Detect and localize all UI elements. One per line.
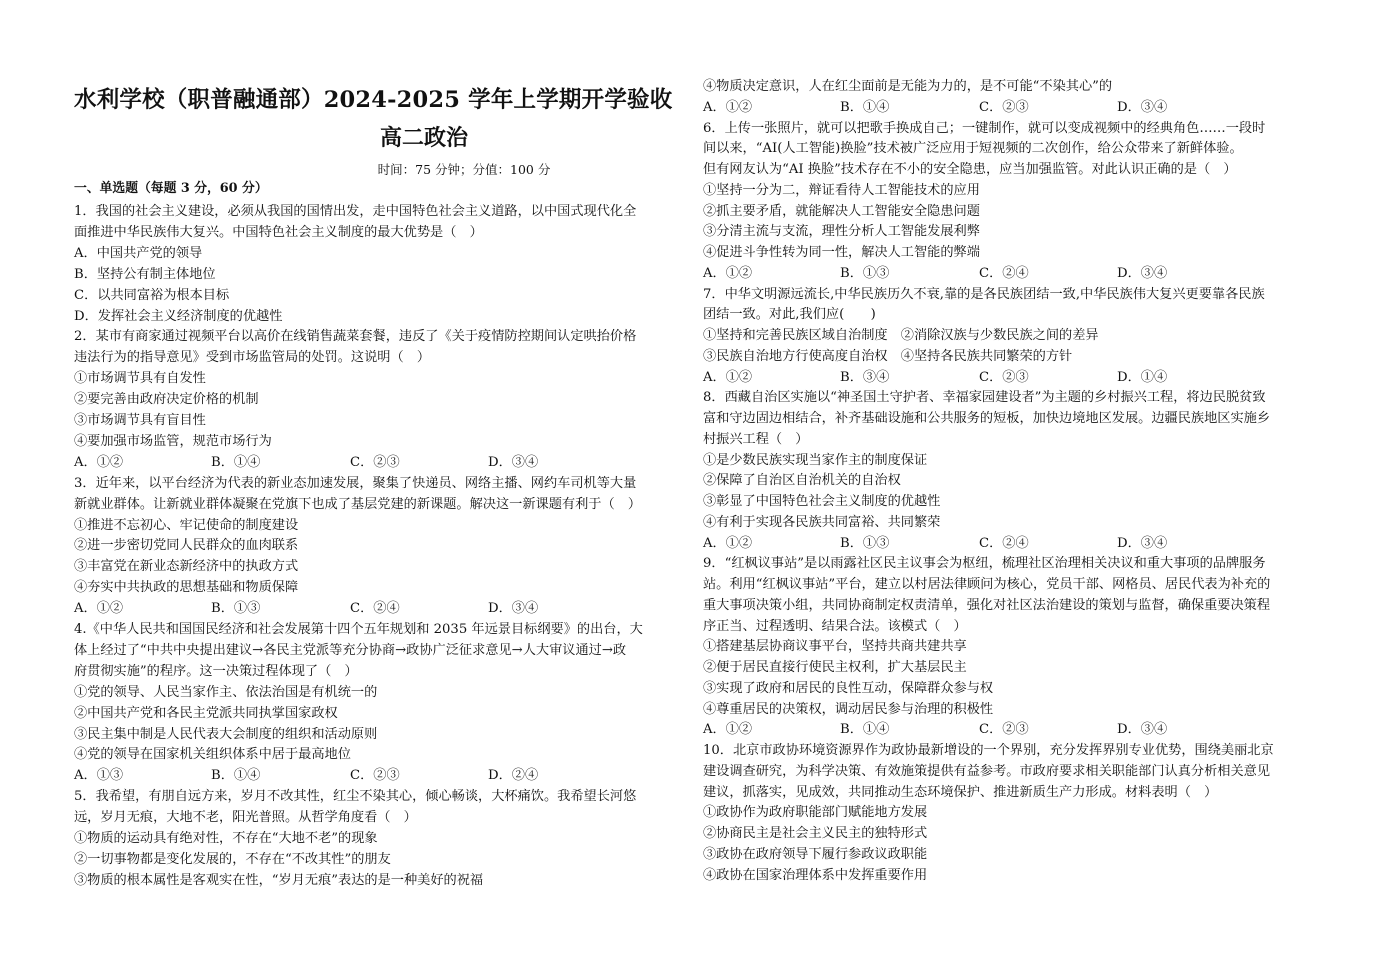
- answer-option: B．①④: [840, 99, 890, 115]
- question-text-line: 7．中华文明源远流长,中华民族历久不衰,靠的是各民族团结一致,中华民族伟大复兴更要靠各民族: [703, 286, 1265, 302]
- question-text-line: 村振兴工程（ ）: [703, 431, 809, 447]
- question-text-line: ②进一步密切党同人民群众的血肉联系: [74, 538, 299, 554]
- answer-option: B．①③: [840, 535, 890, 551]
- question-text-line: 富和守边固边相结合，补齐基础设施和公共服务的短板，加快边境地区发展。边疆民族地区实施乡: [703, 411, 1271, 426]
- question-text-line: ②协商民主是社会主义民主的独特形式: [703, 826, 928, 841]
- question-text-line: 团结一致。对此,我们应( ): [703, 307, 876, 323]
- question-text-line: ③实现了政府和居民的良性互动，保障群众参与权: [703, 680, 994, 696]
- question-text-line: D．发挥社会主义经济制度的优越性: [74, 308, 283, 324]
- question-text-line: 违法行为的指导意见》受到市场监管局的处罚。这说明（ ）: [74, 350, 431, 366]
- question-text-line: 但有网友认为“AI 换脸”技术存在不小的安全隐患，应当加强监管。对此认识正确的是（ ）: [703, 162, 1237, 177]
- exam-meta: 时间：75 分钟；分值：100 分: [377, 162, 551, 177]
- question-text-line: 面推进中华民族伟大复兴。中国特色社会主义制度的最大优势是（ ）: [74, 224, 483, 240]
- question-text-line: ②保障了自治区自治机关的自治权: [703, 473, 901, 489]
- question-text-line: ③民主集中制是人民代表大会制度的组织和活动原则: [74, 726, 378, 742]
- question-text-line: 序正当、过程透明、结果合法。该模式（ ）: [703, 618, 967, 634]
- answer-option: D．③④: [1117, 99, 1168, 115]
- question-text-line: ②抓主要矛盾，就能解决人工智能安全隐患问题: [703, 203, 980, 219]
- answer-option: A．①②: [74, 601, 124, 617]
- question-text-line: ④党的领导在国家机关组织体系中居于最高地位: [74, 747, 351, 763]
- answer-option: B．①④: [840, 722, 890, 738]
- question-text-line: ①坚持和完善民族区域自治制度 ②消除汉族与少数民族之间的差异: [703, 328, 1099, 343]
- answer-option: D．②④: [488, 768, 539, 784]
- question-text-line: 8．西藏自治区实施以“神圣国土守护者、幸福家园建设者”为主题的乡村振兴工程，将边民脱贫致: [703, 390, 1266, 406]
- answer-option: C．②③: [350, 454, 400, 470]
- question-text-line: 6．上传一张照片，就可以把歌手换成自己；一键制作，就可以变成视频中的经典角色……一段时: [703, 120, 1266, 136]
- answer-option: D．③④: [488, 601, 539, 617]
- answer-option: D．③④: [1117, 722, 1168, 738]
- answer-option: A．①②: [703, 722, 753, 738]
- question-text-line: ①搭建基层协商议事平台，坚持共商共建共享: [703, 639, 967, 655]
- question-text-line: 体上经过了“中共中央提出建议→各民主党派等充分协商→政协广泛征求意见→人大审议通过→政: [74, 642, 627, 658]
- answer-option: B．①③: [840, 265, 890, 281]
- answer-option: B．①③: [211, 601, 261, 617]
- question-text-line: ③民族自治地方行使高度自治权 ④坚持各民族共同繁荣的方针: [703, 348, 1073, 364]
- question-text-line: 建议，抓落实，见成效，共同推动生态环境保护、推进新质生产力形成。材料表明（ ）: [703, 784, 1218, 800]
- answer-option: C．②③: [979, 369, 1029, 385]
- question-text-line: ④政协在国家治理体系中发挥重要作用: [703, 867, 928, 883]
- answer-option: C．②③: [350, 768, 400, 784]
- answer-option: C．②③: [979, 722, 1029, 738]
- answer-option: B．①④: [211, 768, 261, 784]
- question-text-line: 建设调查研究，为科学决策、有效施策提供有益参考。市政府要求相关职能部门认真分析相关意见: [703, 763, 1271, 779]
- answer-option: A．①②: [703, 99, 753, 115]
- question-text-line: 3．近年来，以平台经济为代表的新业态加速发展，聚集了快递员、网络主播、网约车司机等大量: [74, 475, 637, 491]
- question-text-line: 10．北京市政协环境资源界作为政协最新增设的一个界别，充分发挥界别专业优势，围绕美丽北京: [703, 743, 1274, 758]
- question-text-line: C．以共同富裕为根本目标: [74, 287, 230, 303]
- question-text-line: 1．我国的社会主义建设，必须从我国的国情出发，走中国特色社会主义道路，以中国式现代化全: [74, 204, 637, 219]
- question-text-line: ①坚持一分为二，辩证看待人工智能技术的应用: [703, 182, 980, 198]
- answer-option: D．③④: [488, 454, 539, 470]
- question-text-line: ①是少数民族实现当家作主的制度保证: [703, 452, 928, 468]
- answer-option: D．③④: [1117, 535, 1168, 551]
- page-title: 水利学校（职普融通部）2024-2025 学年上学期开学验收: [74, 87, 673, 113]
- question-text-line: 新就业群体。让新就业群体凝聚在党旗下也成了基层党建的新课题。解决这一新课题有利于（ ）: [74, 496, 642, 512]
- answer-option: A．①②: [703, 369, 753, 385]
- question-text-line: 2．某市有商家通过视频平台以高价在线销售蔬菜套餐，违反了《关于疫情防控期间认定哄抬价格: [74, 329, 637, 345]
- answer-option: D．③④: [1117, 265, 1168, 281]
- question-text-line: ④促进斗争性转为同一性，解决人工智能的弊端: [703, 245, 980, 260]
- question-text-line: ③市场调节具有盲目性: [74, 413, 206, 428]
- answer-option: B．③④: [840, 369, 890, 385]
- question-text-line: ④尊重居民的决策权，调动居民参与治理的积极性: [703, 701, 994, 717]
- question-text-line: ①党的领导、人民当家作主、依法治国是有机统一的: [74, 684, 378, 700]
- answer-option: A．①②: [703, 535, 753, 551]
- question-text-line: B．坚持公有制主体地位: [74, 266, 216, 282]
- question-text-line: ①物质的运动具有绝对性，不存在“大地不老”的现象: [74, 831, 378, 846]
- question-text-line: ③政协在政府领导下履行参政议政职能: [703, 846, 928, 862]
- question-text-line: ②要完善由政府决定价格的机制: [74, 392, 259, 408]
- question-text-line: 重大事项决策小组，共同协商制定权责清单，强化对社区法治建设的策划与监督，确保重要决策程: [703, 597, 1271, 613]
- question-text-line: ②便于居民直接行使民主权利，扩大基层民主: [703, 660, 967, 675]
- answer-option: C．②④: [979, 265, 1029, 281]
- answer-option: A．①②: [74, 454, 124, 470]
- question-text-line: ④有利于实现各民族共同富裕、共同繁荣: [703, 514, 941, 530]
- section-heading: 一、单选题（每题 3 分，60 分）: [74, 181, 268, 196]
- answer-option: C．②④: [350, 601, 400, 617]
- question-text-line: ③物质的根本属性是客观实在性，“岁月无痕”表达的是一种美好的祝福: [74, 872, 484, 888]
- question-text-line: ①政协作为政府职能部门赋能地方发展: [703, 805, 928, 821]
- answer-option: C．②④: [979, 535, 1029, 551]
- question-text-line: ③彰显了中国特色社会主义制度的优越性: [703, 494, 941, 509]
- question-text-line: 间以来，“AI(人工智能)换脸”技术被广泛应用于短视频的二次创作，给公众带来了新鲜体验。: [703, 141, 1243, 157]
- question-text-line: ③分清主流与支流，理性分析人工智能发展利弊: [703, 224, 980, 240]
- question-text-line: A．中国共产党的领导: [74, 245, 203, 261]
- page-subtitle: 高二政治: [379, 125, 468, 151]
- question-text-line: ③丰富党在新业态新经济中的执政方式: [74, 559, 299, 575]
- question-text-line: 5．我希望，有朋自远方来，岁月不改其性，红尘不染其心，倾心畅谈，大杯痛饮。我希望长河悠: [74, 789, 637, 805]
- question-text-line: 府贯彻实施”的程序。这一决策过程体现了（ ）: [74, 663, 358, 679]
- answer-option: A．①③: [74, 768, 124, 784]
- answer-option: B．①④: [211, 454, 261, 470]
- question-text-line: 4.《中华人民共和国国民经济和社会发展第十四个五年规划和 2035 年远景目标纲要》的出台，大: [74, 622, 643, 637]
- question-text-line: ①市场调节具有自发性: [74, 371, 206, 387]
- question-text-line: ①推进不忘初心、牢记使命的制度建设: [74, 517, 299, 533]
- answer-option: C．②③: [979, 99, 1029, 115]
- answer-option: A．①②: [703, 265, 753, 281]
- question-text-line: 站。利用“红枫议事站”平台，建立以村居法律顾问为核心，党员干部、网格员、居民代表为补充的: [703, 577, 1271, 592]
- question-text-line: ②中国共产党和各民主党派共同执掌国家政权: [74, 705, 338, 721]
- question-text-line: ④要加强市场监管，规范市场行为: [74, 433, 272, 449]
- answer-option: D．①④: [1117, 369, 1168, 385]
- question-text-line: ④夯实中共执政的思想基础和物质保障: [74, 580, 299, 596]
- question-text-line: 9．“红枫议事站”是以雨露社区民主议事会为枢纽，梳理社区治理相关决议和重大事项的品牌服务: [703, 556, 1266, 572]
- question-text-line: 远，岁月无痕，大地不老，阳光普照。从哲学角度看（ ）: [74, 810, 417, 826]
- question-text-line: ④物质决定意识，人在红尘面前是无能为力的，是不可能“不染其心”的: [703, 79, 1113, 94]
- question-text-line: ②一切事物都是变化发展的，不存在“不改其性”的朋友: [74, 851, 391, 867]
